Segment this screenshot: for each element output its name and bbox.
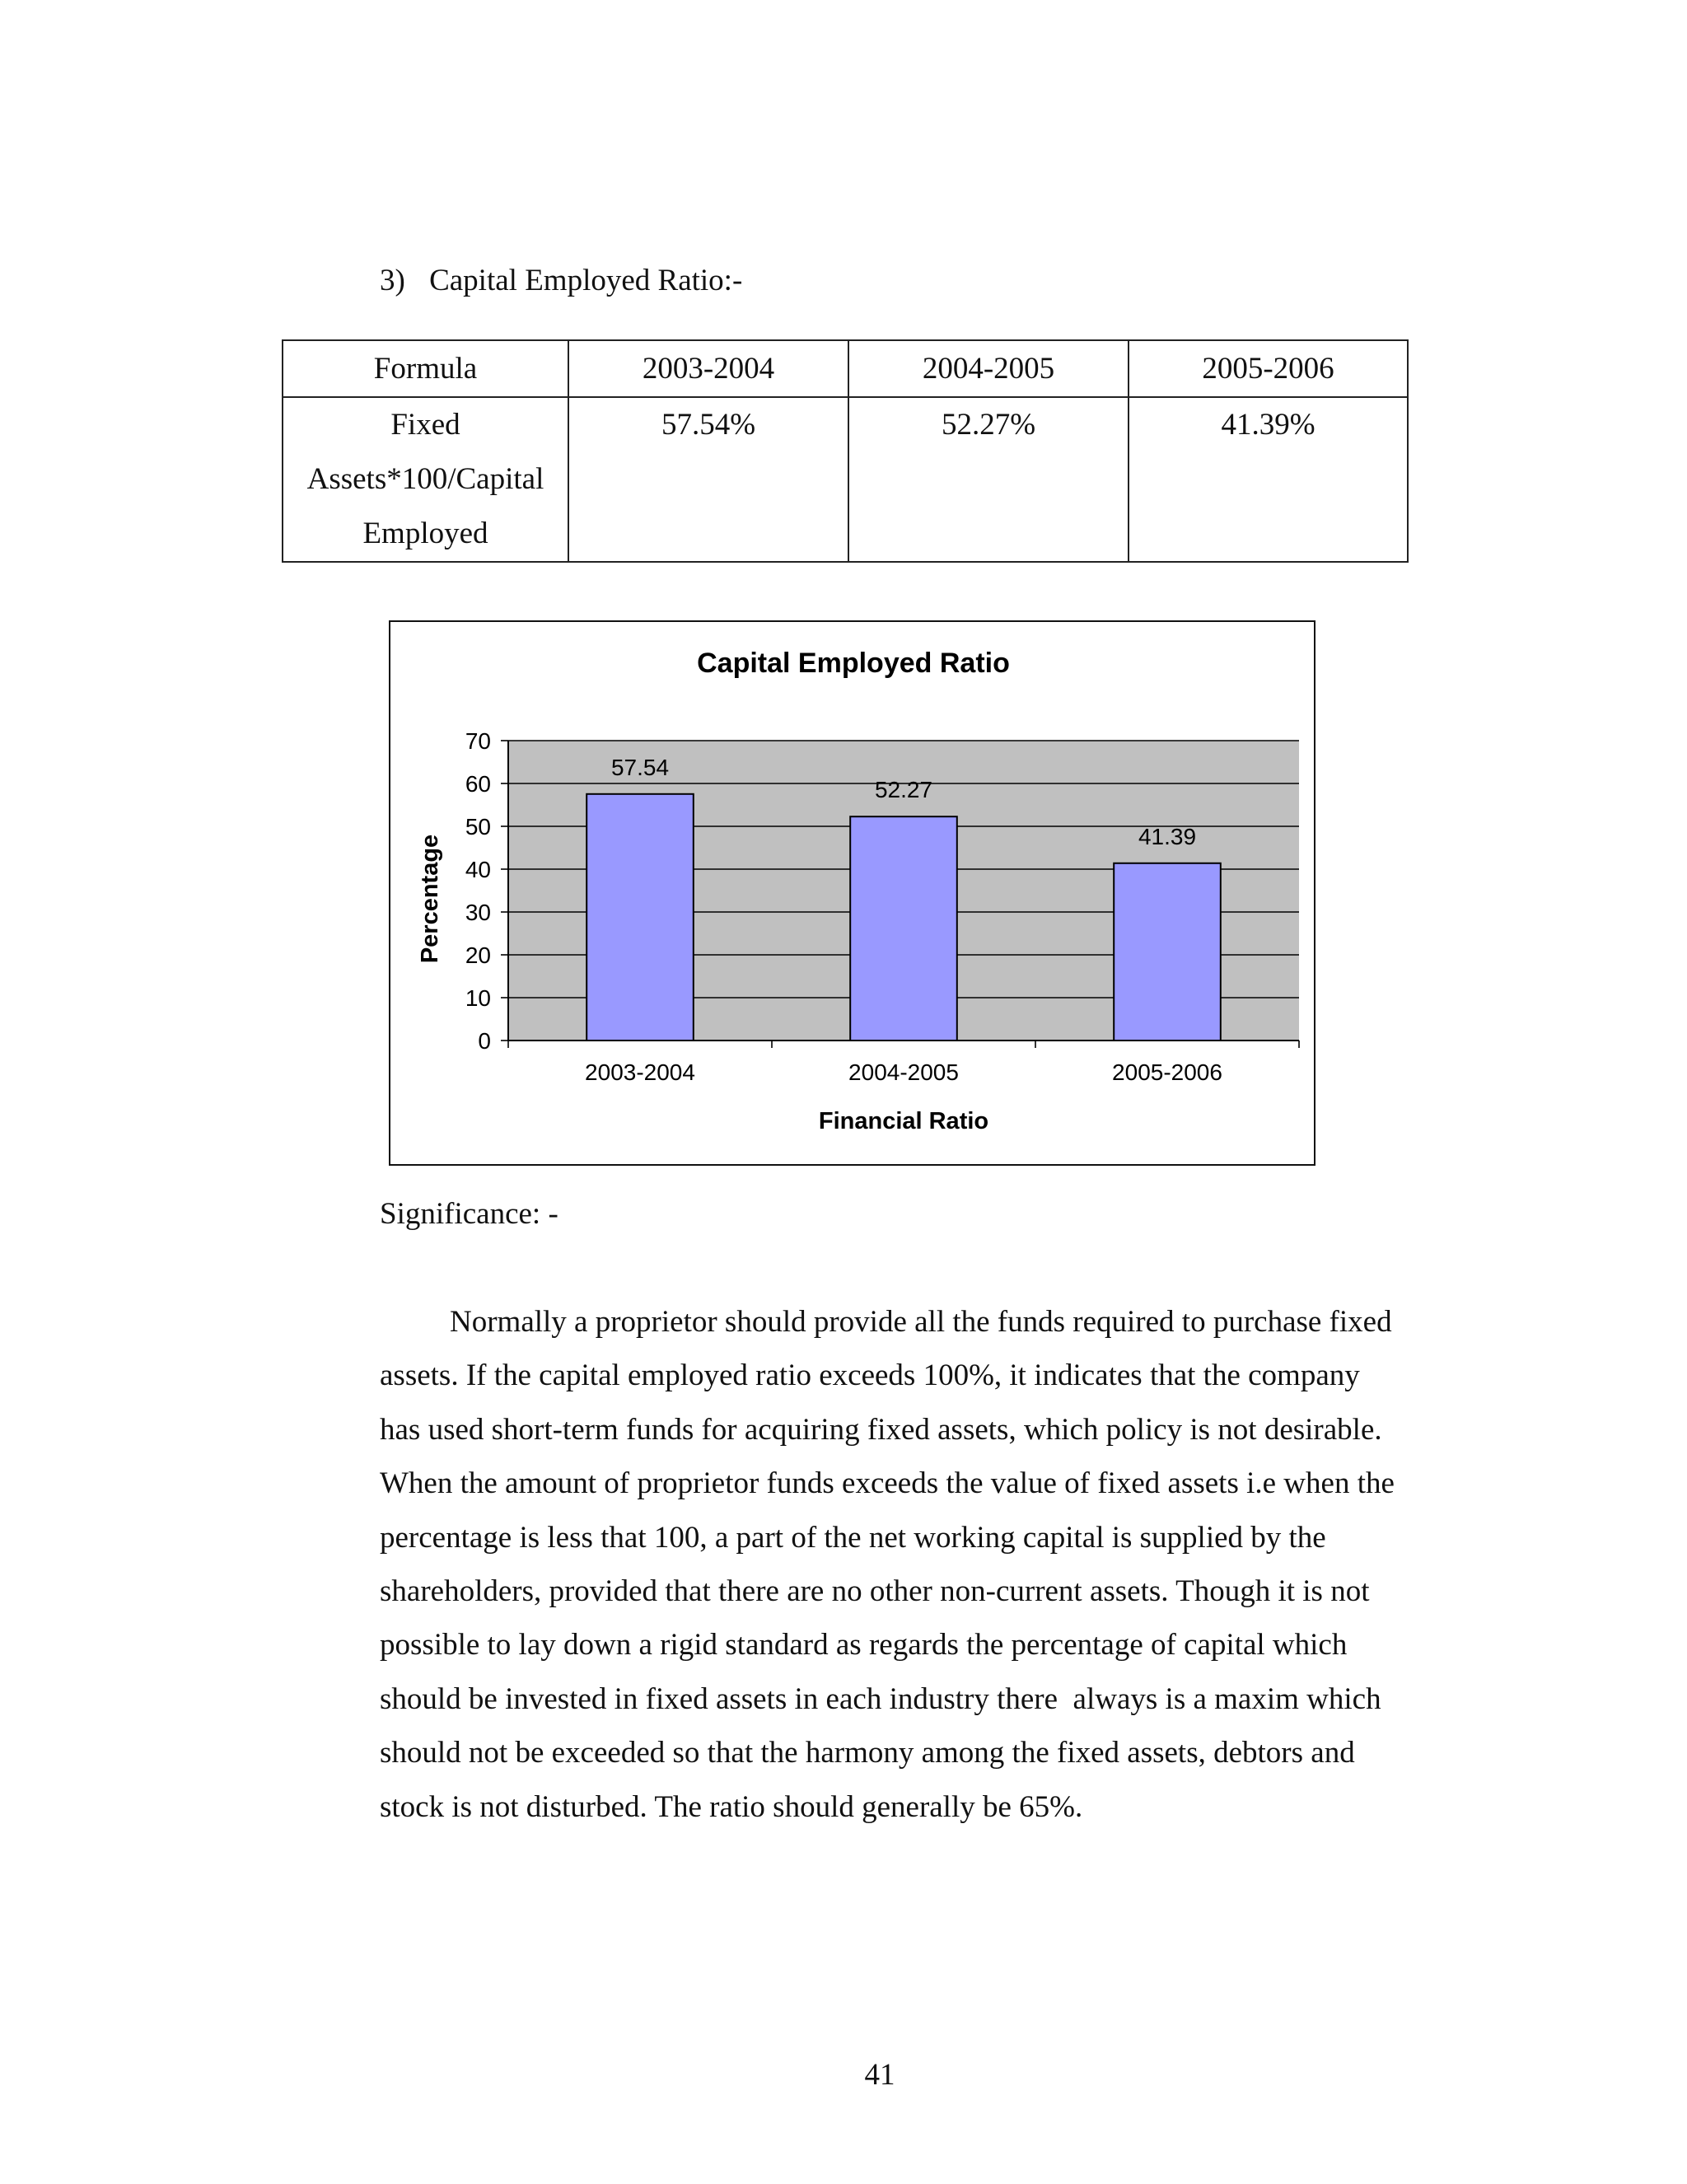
bar-chart <box>390 622 1314 1164</box>
table-header-row <box>283 340 1408 397</box>
bar <box>586 794 694 1041</box>
y-tick-label: 10 <box>465 985 491 1011</box>
paragraph-line: should not be exceeded so that the harmony among the fixed assets, debtors and <box>380 1736 1355 1770</box>
ratio-table <box>282 339 1409 563</box>
header-year-2004-2005: 2004-2005 <box>848 340 1129 397</box>
paragraph-line: When the amount of proprietor funds exceeds the value of fixed assets i.e when the <box>380 1466 1395 1501</box>
page-number: 41 <box>864 2058 895 2092</box>
chart-container <box>389 620 1315 1166</box>
paragraph-line: should be invested in fixed assets in each industry there always is a maxim which <box>380 1681 1381 1716</box>
section-number: 3) <box>380 264 405 297</box>
significance-heading: Significance: - <box>380 1197 558 1231</box>
header-year-2005-2006: 2005-2006 <box>1129 340 1408 397</box>
y-tick-label: 0 <box>478 1028 491 1054</box>
paragraph-line: assets. If the capital employed ratio exceeds 100%, it indicates that the company <box>380 1359 1360 1393</box>
significance-paragraph <box>380 1295 1451 1834</box>
y-tick-label: 50 <box>465 814 491 839</box>
paragraph-line: possible to lay down a rigid standard as regards the percentage of capital which <box>380 1628 1348 1663</box>
header-year-2003-2004: 2003-2004 <box>568 340 848 397</box>
paragraph-line: shareholders, provided that there are no other non-current assets. Though it is not <box>380 1574 1370 1609</box>
y-axis-title: Percentage <box>417 834 443 964</box>
y-tick-label: 20 <box>465 942 491 968</box>
value-cell-2003-2004: 57.54% <box>568 397 848 562</box>
x-tick-label: 2003-2004 <box>585 1059 695 1085</box>
y-tick-label: 60 <box>465 771 491 797</box>
formula-line: Employed <box>362 517 488 550</box>
data-label: 41.39 <box>1138 823 1197 849</box>
x-tick-label: 2005-2006 <box>1112 1059 1222 1085</box>
y-tick-label: 30 <box>465 900 491 925</box>
formula-line: Assets*100/Capital <box>306 462 544 496</box>
paragraph-line: percentage is less that 100, a part of the net working capital is supplied by the <box>380 1520 1326 1555</box>
table-row <box>283 397 1408 562</box>
x-tick-label: 2004-2005 <box>848 1059 959 1085</box>
section-title: Capital Employed Ratio:- <box>429 264 743 297</box>
formula-line: Fixed <box>390 408 460 442</box>
paragraph-line: Normally a proprietor should provide all the funds required to purchase fixed <box>450 1305 1392 1339</box>
chart-title: Capital Employed Ratio <box>697 648 1010 679</box>
value-cell-2005-2006: 41.39% <box>1129 397 1408 562</box>
bar <box>1114 863 1221 1041</box>
data-label: 57.54 <box>610 754 670 780</box>
x-axis-title: Financial Ratio <box>818 1108 989 1134</box>
paragraph-line: stock is not disturbed. The ratio should generally be 65%. <box>380 1789 1083 1824</box>
section-heading <box>380 257 742 305</box>
formula-cell <box>283 397 568 562</box>
bar <box>850 816 957 1041</box>
y-tick-label: 40 <box>465 857 491 882</box>
header-formula: Formula <box>283 340 568 397</box>
y-tick-label: 70 <box>465 728 491 754</box>
value-cell-2004-2005: 52.27% <box>848 397 1129 562</box>
paragraph-line: has used short-term funds for acquiring fixed assets, which policy is not desirable. <box>380 1412 1382 1447</box>
data-label: 52.27 <box>874 777 933 803</box>
